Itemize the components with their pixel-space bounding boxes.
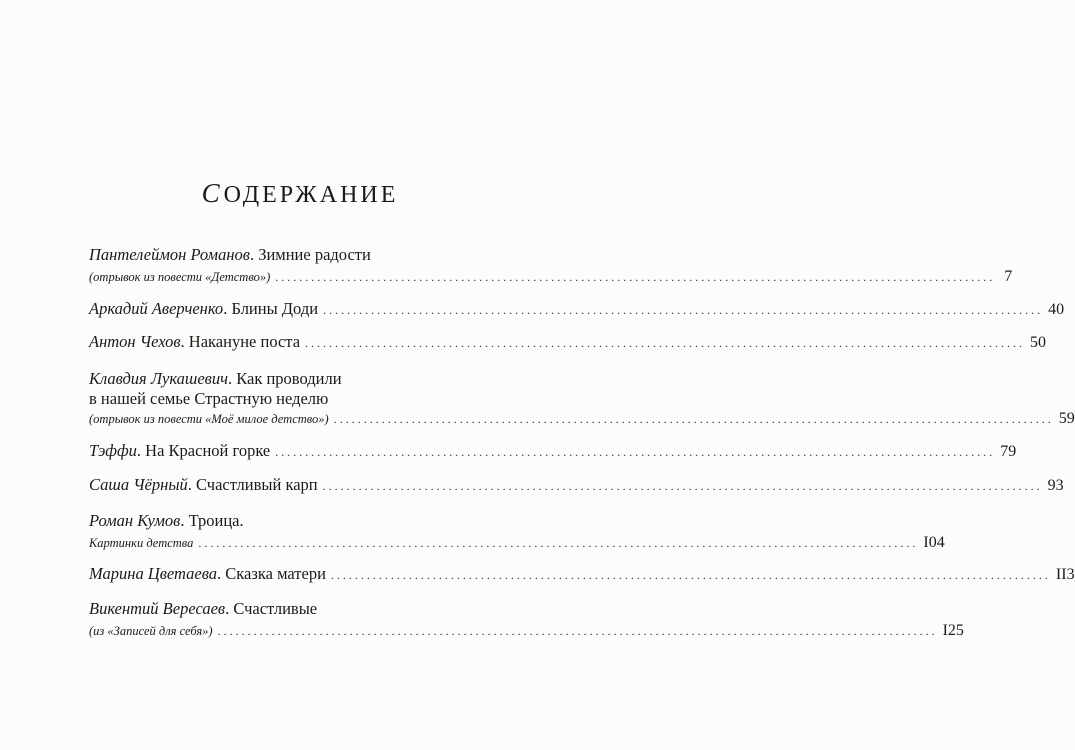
entry-page: I25 (942, 622, 964, 639)
entry-page: 40 (1048, 301, 1065, 318)
page-title (0, 178, 600, 209)
entry-title: Сказка матери (225, 564, 326, 583)
entry-page: 93 (1047, 477, 1064, 494)
entry-title-continued: в нашей семье Страстную неделю (89, 389, 329, 408)
entry-page: I04 (923, 534, 945, 551)
entry-page: 7 (1004, 268, 1013, 285)
entry-author: Антон Чехов (89, 332, 181, 351)
dot-leader: ........................................................................................................................ (322, 479, 1043, 493)
table-of-contents (89, 244, 1075, 642)
entry-subtitle: (отрывок из повести «Детство») (89, 270, 271, 284)
entry-subtitle: (отрывок из повести «Моё милое детство») (89, 412, 329, 426)
entry-title: Троица. (188, 511, 244, 530)
entry-subtitle: (из «Записей для себя») (89, 624, 213, 638)
entry-title: Зимние радости (258, 245, 371, 264)
entry-author: Тэффи (89, 441, 137, 460)
dot-leader: ........................................................................................................................ (198, 536, 919, 550)
entry-title: Счастливые (233, 599, 318, 618)
entry-page: 50 (1030, 334, 1047, 351)
entry-author: Саша Чёрный (89, 475, 188, 494)
dot-leader: ........................................................................................................................ (275, 445, 996, 459)
entry-author: Роман Кумов (89, 511, 181, 530)
entry-author: Пантелеймон Романов (89, 245, 250, 264)
entry-author: Викентий Вересаев (89, 599, 226, 618)
dot-leader: ........................................................................................................................ (330, 568, 1051, 582)
entry-title: Блины Доди (231, 299, 319, 318)
toc-entry-6[interactable]: Саша Чёрный . Счастливый карп ........................................................................................................................ 93 (89, 474, 491, 497)
toc-entry-8[interactable]: Марина Цветаева . Сказка матери ........................................................................................................................ II3 (89, 563, 491, 586)
dot-leader: ........................................................................................................................ (323, 303, 1044, 317)
dot-leader: ........................................................................................................................ (333, 412, 1054, 426)
toc-entry-4[interactable]: Клавдия Лукашевич . Как проводили в нашей семье Страстную неделю (отрывок из повести «Моё милое детство») ........................................................................................................................ 59 (89, 368, 491, 430)
entry-page: 79 (1000, 443, 1017, 460)
toc-entry-9[interactable]: Викентий Вересаев . Счастливые (из «Записей для себя») ........................................................................................................................ I25 (89, 598, 491, 642)
toc-entry-7[interactable]: Роман Кумов . Троица. Картинки детства ........................................................................................................................ I04 (89, 510, 491, 554)
title-dropcap: С (201, 178, 223, 208)
entry-title: Как проводили (236, 369, 342, 388)
dot-leader: ........................................................................................................................ (275, 270, 996, 284)
dot-leader: ........................................................................................................................ (217, 624, 938, 638)
toc-entry-1[interactable]: Пантелеймон Романов . Зимние радости (отрывок из повести «Детство») ........................................................................................................................ 7 (89, 244, 491, 288)
entry-author: Марина Цветаева (89, 564, 217, 583)
dot-leader: ........................................................................................................................ (305, 336, 1026, 350)
entry-page: II3 (1055, 566, 1075, 583)
toc-entry-3[interactable]: Антон Чехов . Накануне поста ........................................................................................................................ 50 (89, 331, 491, 354)
entry-title: На Красной горке (145, 441, 271, 460)
entry-title: Счастливый карп (196, 475, 318, 494)
title-rest: ОДЕРЖАНИЕ (223, 182, 399, 208)
entry-title: Накануне поста (188, 332, 301, 351)
toc-entry-5[interactable]: Тэффи . На Красной горке ........................................................................................................................ 79 (89, 440, 491, 463)
toc-entry-2[interactable]: Аркадий Аверченко . Блины Доди ........................................................................................................................ 40 (89, 298, 491, 321)
entry-page: 59 (1058, 410, 1075, 427)
entry-subtitle: Картинки детства (89, 536, 194, 550)
entry-author: Аркадий Аверченко (89, 299, 224, 318)
entry-author: Клавдия Лукашевич (89, 369, 228, 388)
